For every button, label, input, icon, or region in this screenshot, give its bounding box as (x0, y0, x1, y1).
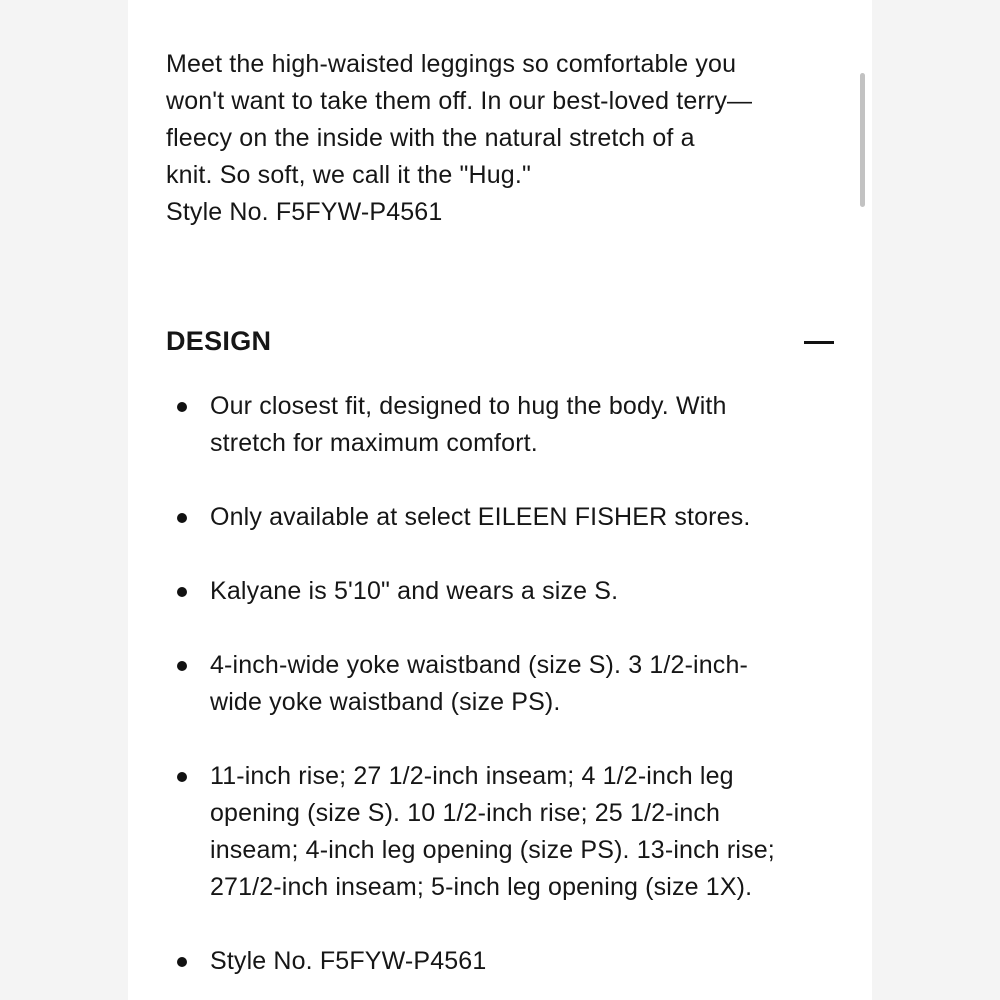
bullet-icon (177, 402, 187, 412)
list-item (166, 573, 826, 610)
bullet-line: wide yoke waistband (size PS). (210, 688, 561, 716)
bullet-icon (177, 661, 187, 671)
bullet-icon (177, 587, 187, 597)
list-item (166, 943, 826, 980)
description-line: won't want to take them off. In our best-loved terry— (166, 87, 753, 115)
product-details-panel (128, 0, 872, 1000)
collapse-button[interactable] (802, 328, 836, 358)
product-description (166, 46, 826, 231)
description-line: Meet the high-waisted leggings so comfortable you (166, 50, 737, 78)
design-section-header[interactable] (166, 320, 836, 366)
list-item (166, 388, 826, 462)
bullet-line: Kalyane is 5'10" and wears a size S. (210, 577, 619, 605)
bullet-icon (177, 513, 187, 523)
bullet-icon (177, 957, 187, 967)
list-item (166, 499, 826, 536)
bullet-line: Only available at select EILEEN FISHER stores. (210, 503, 751, 531)
bullet-line: stretch for maximum comfort. (210, 429, 538, 457)
bullet-line: 271/2-inch inseam; 5-inch leg opening (size 1X). (210, 873, 753, 901)
style-number: Style No. F5FYW-P4561 (166, 198, 443, 226)
bullet-line: 11-inch rise; 27 1/2-inch inseam; 4 1/2-inch leg (210, 762, 734, 790)
minus-icon (804, 341, 834, 344)
bullet-line: opening (size S). 10 1/2-inch rise; 25 1/2-inch (210, 799, 721, 827)
list-item (166, 647, 826, 721)
description-line: fleecy on the inside with the natural stretch of a (166, 124, 695, 152)
bullet-line: 4-inch-wide yoke waistband (size S). 3 1/2-inch- (210, 651, 748, 679)
bullet-line: Style No. F5FYW-P4561 (210, 947, 487, 975)
bullet-line: Our closest fit, designed to hug the body. With (210, 392, 727, 420)
design-details-list (166, 388, 826, 1000)
section-title: DESIGN (166, 326, 272, 356)
description-line: knit. So soft, we call it the "Hug." (166, 161, 531, 189)
list-item (166, 758, 826, 906)
vertical-scrollbar[interactable] (860, 73, 865, 207)
bullet-line: inseam; 4-inch leg opening (size PS). 13-inch rise; (210, 836, 775, 864)
bullet-icon (177, 772, 187, 782)
